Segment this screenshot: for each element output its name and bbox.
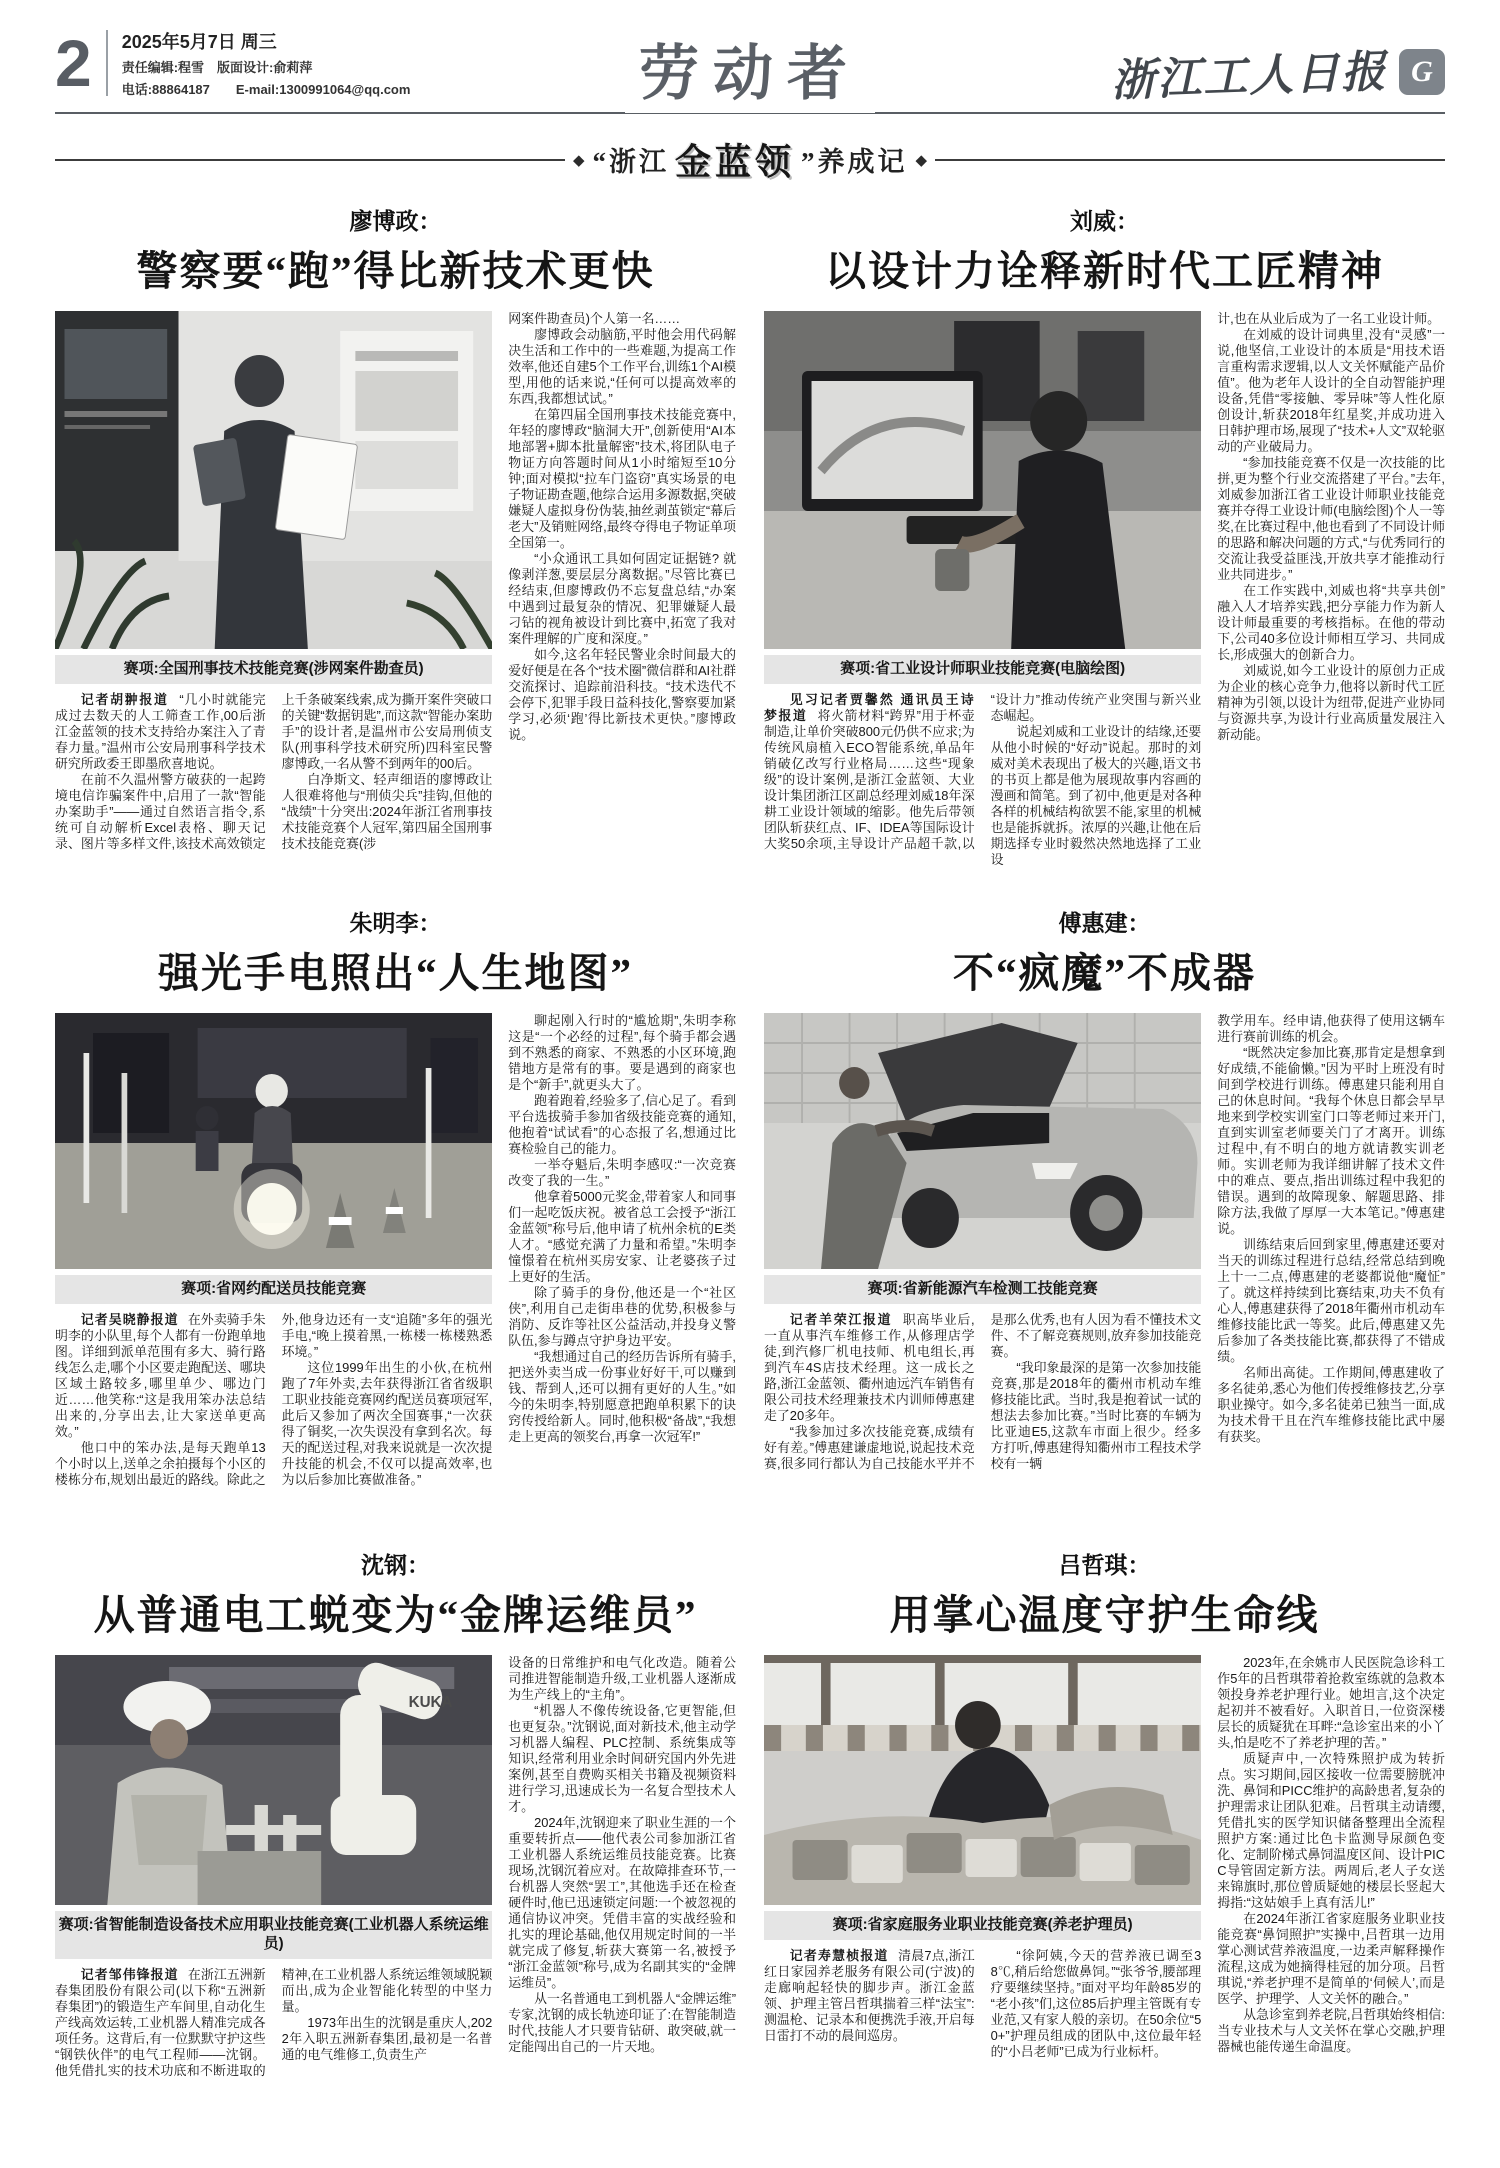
body-paragraph: “机器人不像传统设备,它更智能,但也更复杂。”沈钢说,面对新技术,他主动学习机器人编程、PLC控制、系统集成等知识,经常利用业余时间研究国内外先进案例,甚至自费购买相关书籍及视频资料进行学习,迅速成长为一名复合型技术人才。 xyxy=(508,1703,736,1814)
banner-highlight: 金蓝领 xyxy=(675,141,796,182)
photo-illustration xyxy=(764,311,1201,649)
body-paragraph: 网案件勘查员)个人第一名…… xyxy=(508,311,681,326)
body-paragraph: 白净斯文、轻声细语的廖博政让人很难将他与“刑侦尖兵”挂钩,但他的“战绩”十分突出:2024年浙江省刑事技术技能竞赛个人冠军,第四届全国刑事技术技能竞赛(涉 xyxy=(281,771,493,851)
header-edition-block xyxy=(55,28,410,98)
photo-caption: 赛项:省智能制造设备技术应用职业技能竞赛(工业机器人系统运维员) xyxy=(55,1911,492,1959)
series-banner xyxy=(55,134,1445,185)
body-paragraph: “徐阿姨,今天的营养液已调至38℃,稍后给您做鼻饲。”“张爷爷,腰部理疗要继续坚持。”面对平均年龄85岁的“老小孩”们,这位85后护理主管既有专业范,又有家人般的亲切。在50余位“50+”护理员组成的团队中,这位最年轻的“小吕老师”已成为行业标杆。 xyxy=(990,1947,1202,2059)
photo-illustration xyxy=(55,1655,492,1905)
svg-text:KUKA: KUKA xyxy=(408,1693,453,1712)
body-paragraph: 在刘威的设计词典里,没有“灵感”一说,他坚信,工业设计的本质是“用技术语言重构需求逻辑,以人文关怀赋能产品价值”。他为老年人设计的全自动智能护理设备,凭借“零接触、零异味”等人性化原创设计,斩获2018年红星奖,并成功进入日韩护理市场,展现了“技术+人文”双轮驱动的产业破局力。 xyxy=(1217,327,1445,454)
article-grid xyxy=(55,195,1445,2168)
article-side-column xyxy=(1217,311,1445,868)
body-paragraph: 在前不久温州警方破获的一起跨境电信诈骗案件中,启用了一款“智能办案助手”——通过自然语言指令,系统可自动解析Excel表格、聊天记录、图片等多样文件,该技术高效锁定上千条破案线索,成为撕开案件突破口的关键“数据钥匙”,而这款“智能办案助手”的设计者,是温州市公安局刑侦支队(刑事科学技术研究所)四科室民警廖博政,一名从警不到两年的00后。 xyxy=(55,691,493,851)
body-paragraph: 将火箭材料“跨界”用于杯壶制造,让单价突破800元仍供不应求;为传统风扇植入ECO智能系统,单品年销破亿改写行业格局……这些“现象级”的设计案例,是浙江金蓝领、大业设计集团浙江区副总经理刘威18年深耕工业设计领域的缩影。他先后带领团队斩获红点、IF、IDEA等国际设计大奖50余项,主导设计产品超千款,以“设计力”推动传统产业突围与新兴业态崛起。 xyxy=(764,691,1202,851)
body-paragraph: 训练结束后回到家里,傅惠建还要对当天的训练过程进行总结,经常总结到晚上十一二点,傅惠建的老婆都说他“魔怔”了。就这样持续到比赛结束,功夫不负有心人,傅惠建获得了2018年衢州市机动车维修技能比武一等奖。此后,傅惠建又先后参加了各类技能比赛,都获得了不错成绩。 xyxy=(1217,1237,1445,1364)
article-body-columns xyxy=(764,692,1201,868)
page-header xyxy=(55,20,1445,120)
banner-line-left xyxy=(55,159,565,161)
article-side-column xyxy=(508,1655,736,2079)
byline: 记者邹伟锋报道 xyxy=(80,1966,179,1982)
article-title: 不“疯魔”不成器 xyxy=(953,950,1256,996)
body-paragraph: 从急诊室到养老院,吕哲琪始终相信:当专业技术与人文关怀在掌心交融,护理器械也能传递生命温度。 xyxy=(1217,2007,1445,2054)
article-side-column xyxy=(508,311,736,852)
body-paragraph: 这位1999年出生的小伙,在杭州跑了7年外卖,去年获得浙江省省级职工职业技能竞赛网约配送员赛项冠军,此后又参加了两次全国赛事,“一次获得了铜奖,一次失误没有拿到名次。每天的配送过程,对我来说就是一次次提升技能的机会,不仅可以提高效率,也为以后参加比赛做准备。” xyxy=(281,1359,493,1487)
designer-workstation-photo xyxy=(764,311,1201,649)
robot-technician-photo xyxy=(55,1655,492,1905)
car-mechanic-photo xyxy=(764,1013,1201,1269)
byline: 记者吴晓静报道 xyxy=(80,1311,179,1327)
body-paragraph: “我印象最深的是第一次参加技能竞赛,那是2018年的衢州市机动车维修技能比武。当时,我是抱着试一试的想法去参加比赛。”当时比赛的车辆为比亚迪E5,这款车市面上很少。经多方打听,傅惠建得知衢州市工程技术学校有一辆 xyxy=(990,1359,1202,1471)
article-title: 用掌心温度守护生命线 xyxy=(889,1592,1320,1638)
body-paragraph: 如今,这名年轻民警业余时间最大的爱好便是在各个“技术圈”微信群和AI社群交流探讨、追踪前沿科技。“技术迭代不会停下,犯罪手段日益科技化,警察要加紧学习,必须‘跑’得比新技术更快。”廖博政说。 xyxy=(508,647,736,742)
article-kicker: 刘威： xyxy=(1070,208,1139,234)
photo-caption: 赛项:省家庭服务业职业技能竞赛(养老护理员) xyxy=(764,1911,1201,1940)
article-kicker: 沈钢： xyxy=(361,1552,430,1578)
masthead-name: 浙江工人日报 xyxy=(1110,47,1388,106)
body-paragraph: 在外卖骑手朱明李的小队里,每个人都有一份跑单地图。详细到派单范围有多大、骑行路线怎么走,哪个小区要走跑配送、哪块区域土路较多,哪里单少、哪边门近……他笑称:“这是我用笨办法总结出来的,分享出去,让大家送单更高效。” xyxy=(55,1311,266,1439)
body-paragraph: 2024年,沈钢迎来了职业生涯的一个重要转折点——他代表公司参加浙江省工业机器人系统运维员技能竞赛。比赛现场,沈钢沉着应对。在故障排查环节,一台机器人突然“罢工”,其他选手还在检查硬件时,他已迅速锁定问题:一个被忽视的通信协议冲突。凭借丰富的实战经验和扎实的理论基础,他仅用规定时间的一半就完成了修复,斩获大赛第一名,被授予“浙江金蓝领”称号,成为名副其实的“金牌运维员”。 xyxy=(508,1815,736,1990)
article-fuhuijian xyxy=(764,897,1445,1539)
body-paragraph: 他拿着5000元奖金,带着家人和同事们一起吃饭庆祝。被省总工会授予“浙江金蓝领”称号后,他申请了杭州余杭的E类人才。“感觉充满了力量和希望。”朱明李憧憬着在杭州买房安家、让老婆孩子过上更好的生活。 xyxy=(508,1189,736,1284)
diamond-icon: ◆ xyxy=(572,151,585,169)
body-paragraph: 从一名普通电工到机器人“金牌运维”专家,沈钢的成长轨迹印证了:在智能制造时代,技能人才只要肯钻研、敢突破,就一定能闯出自己的一片天地。 xyxy=(508,1991,736,2054)
body-paragraph: “我想通过自己的经历告诉所有骑手,把送外卖当成一份事业好好干,可以赚到钱、帮到人,还可以拥有更好的人生。”如今的朱明李,特别愿意把跑单积累下的诀窍传授给新人。同时,他积极“备战”,“我想走上更高的领奖台,再拿一次冠军!” xyxy=(508,1349,736,1444)
article-body-columns xyxy=(55,1312,492,1488)
photo-caption: 赛项:省网约配送员技能竞赛 xyxy=(55,1275,492,1304)
photo-caption: 赛项:省新能源汽车检测工技能竞赛 xyxy=(764,1275,1201,1304)
article-liaobozheng xyxy=(55,195,736,897)
article-shengang xyxy=(55,1539,736,2168)
article-side-column xyxy=(508,1013,736,1488)
article-title: 警察要“跑”得比新技术更快 xyxy=(136,248,655,294)
body-paragraph: 清晨7点,浙江红日家园养老服务有限公司(宁波)的走廊响起轻快的脚步声。浙江金蓝领、护理主管吕哲琪揣着三样“法宝”:测温枪、记录本和便携洗手液,开启每日雷打不动的晨间巡房。 xyxy=(764,1947,975,2043)
banner-line-right xyxy=(935,159,1445,161)
body-paragraph: 教学用车。经申请,他获得了使用这辆车进行赛前训练的机会。 xyxy=(1217,1013,1445,1044)
photo-caption: 赛项:省工业设计师职业技能竞赛(电脑绘图) xyxy=(764,655,1201,684)
byline: 记者寿慧桢报道 xyxy=(789,1947,889,1963)
banner-text-pre: “浙江 xyxy=(592,147,669,177)
body-paragraph: “小众通讯工具如何固定证据链? 就像剥洋葱,要层层分离数据。”尽管比赛已经结束,但廖博政仍不忘复盘总结,“办案中遇到过最复杂的情况、犯罪嫌疑人最刁钻的视角被设计到比赛中,拓宽了我对案件理解的广度和深度。” xyxy=(508,551,736,646)
body-paragraph: 设备的日常维护和电气化改造。随着公司推进智能制造升级,工业机器人逐渐成为生产线上的“主角”。 xyxy=(508,1655,736,1702)
masthead-logo-icon: G xyxy=(1399,49,1445,95)
edition-info xyxy=(122,28,411,98)
article-kicker: 廖博政： xyxy=(349,208,442,234)
edition-contact: 电话:88864187 E-mail:1300991064@qq.com xyxy=(121,82,411,97)
edition-date: 2025年5月7日 周三 xyxy=(121,32,277,52)
body-paragraph: 他口中的笨办法,是每天跑单13个小时以上,送单之余拍摄每个小区的楼栋分布,规划出最近的路线。除此之外,他身边还有一支“追随”多年的强光手电,“晚上摸着黑,一栋楼一栋楼熟悉环境。” xyxy=(55,1311,493,1487)
body-paragraph: “我参加过多次技能竞赛,成绩有好有差。”傅惠建谦虚地说,说起技术竞赛,很多同行都认为自己技能水平并不是那么优秀,也有人因为看不懂技术文件、不了解竞赛规则,放弃参加技能竞赛。 xyxy=(764,1311,1202,1471)
body-paragraph: 在2024年浙江省家庭服务业职业技能竞赛“鼻饲照护”实操中,吕哲琪一边用掌心测试营养液温度,一边柔声解释操作流程,这成为她摘得桂冠的加分项。吕哲琪说,“养老护理不是简单的‘伺候人’,而是医学、护理学、人文关怀的融合。” xyxy=(1217,1911,1445,2006)
body-paragraph: “既然决定参加比赛,那肯定是想拿到好成绩,不能偷懒。”因为平时上班没有时间到学校进行训练。傅惠建只能利用自己的休息时间。“我每个休息日都会早早地来到学校实训室门口等老师过来开门,直到实训室老师要关门了才离开。训练过程中,有不明白的地方就请教实训老师。实训老师为我详细讲解了技术文件中的难点、要点,指出训练过程中我犯的错误。遇到的故障现象、解题思路、排除方法,我做了厚厚一大本笔记。”傅惠建说。 xyxy=(1217,1045,1445,1236)
delivery-rider-photo xyxy=(55,1013,492,1269)
byline: 见习记者贾馨然 通讯员王诗梦报道 xyxy=(764,691,975,723)
photo-illustration xyxy=(55,311,492,649)
body-paragraph: 除了骑手的身份,他还是一个“社区侠”,利用自己走街串巷的优势,积极参与消防、反诈等社区公益活动,并投身义警队伍,参与蹲点守护身边平安。 xyxy=(508,1285,736,1348)
article-title: 以设计力诠释新时代工匠精神 xyxy=(825,248,1384,294)
body-paragraph: 1973年出生的沈钢是重庆人,2022年入职五洲新春集团,最初是一名普通的电气维修工,负责生产 xyxy=(281,2014,493,2062)
police-exhibit-photo xyxy=(55,311,492,649)
photo-illustration xyxy=(55,1013,492,1269)
photo-illustration xyxy=(764,1655,1201,1905)
page-number: 2 xyxy=(55,26,92,100)
masthead xyxy=(1111,40,1445,104)
section-title: 劳动者 xyxy=(625,34,875,113)
body-paragraph: 一举夺魁后,朱明李感叹:“一次竞赛改变了我的一生。” xyxy=(508,1157,736,1188)
photo-illustration xyxy=(764,1013,1201,1269)
body-paragraph: 在工作实践中,刘威也将“共享共创”融入人才培养实践,把分享能力作为新人设计师最重要的考核指标。在他的带动下,公司40多位设计师相互学习、共同成长,形成强大的创新合力。 xyxy=(1217,583,1445,662)
photo-caption: 赛项:全国刑事技术技能竞赛(涉网案件勘查员) xyxy=(55,655,492,684)
article-body-columns xyxy=(55,692,492,852)
byline: 记者羊荣江报道 xyxy=(789,1311,893,1327)
article-liuwei xyxy=(764,195,1445,897)
article-body-columns xyxy=(55,1967,492,2079)
edition-editors: 责任编辑:程雪 版面设计:俞莉萍 xyxy=(121,60,313,75)
body-paragraph: 名师出高徒。工作期间,傅惠建收了多名徒弟,悉心为他们传授维修技艺,分享职业操守。如今,多名徒弟已独当一面,成为技术骨干且在汽车维修技能比武中屡有获奖。 xyxy=(1217,1365,1445,1444)
header-divider xyxy=(106,30,108,96)
article-side-column xyxy=(1217,1655,1445,2060)
body-paragraph: 聊起刚入行时的“尴尬期”,朱明李称这是“一个必经的过程”,每个骑手都会遇到不熟悉的商家、不熟悉的小区环境,跑错地方是常有的事。要是遇到的商家也是个“新手”,就更头大了。 xyxy=(508,1013,736,1092)
body-paragraph: “几小时就能完成过去数天的人工筛查工作,00后浙江金蓝领的技术支持给办案注入了青春力量。”温州市公安局刑事科学技术研究所政委王即墨欣喜地说。 xyxy=(55,691,266,771)
byline: 记者胡翀报道 xyxy=(80,691,169,707)
article-body-columns xyxy=(764,1948,1201,2060)
body-paragraph: “参加技能竞赛不仅是一次技能的比拼,更为整个行业交流搭建了平台。”去年,刘威参加浙江省工业设计师职业技能竞赛并夺得工业设计师(电脑绘图)个人一等奖,在比赛过程中,他也看到了不同设计师的思路和解决问题的方式,“与优秀同行的交流让我受益匪浅,开放共享才能推动行业共同进步。” xyxy=(1217,455,1445,582)
caregiver-bed-photo xyxy=(764,1655,1201,1905)
body-paragraph: 廖博政会动脑筋,平时他会用代码解决生活和工作中的一些难题,为提高工作效率,他还自建5个工作平台,训练1个AI模型,用他的话来说,“任何可以提高效率的东西,我都想试试。” xyxy=(508,327,736,406)
body-paragraph: 质疑声中,一次特殊照护成为转折点。实习期间,园区接收一位需要膀胱冲洗、鼻饲和PICC维护的高龄患者,复杂的护理需求让团队犯难。吕哲琪主动请缨,凭借扎实的医学知识储备整理出全流程照护方案:通过比色卡监测导尿颜色变化、定制阶梯式鼻饲温度区间、设计PICC导管固定新方法。两周后,老人子女送来锦旗时,那位曾质疑她的楼层长竖起大拇指:“这姑娘手上真有活儿!” xyxy=(1217,1751,1445,1910)
body-paragraph: 职高毕业后,一直从事汽车维修工作,从修理店学徒,到汽修厂机电技师、机电组长,再到汽车4S店技术经理。这一成长之路,浙江金蓝领、衢州迪远汽车销售有限公司技术经理兼技术内训师傅惠建走了20多年。 xyxy=(764,1311,975,1423)
article-lvzheqi xyxy=(764,1539,1445,2168)
article-title: 从普通电工蜕变为“金牌运维员” xyxy=(93,1592,698,1638)
body-paragraph: 在浙江五洲新春集团股份有限公司(以下称“五洲新春集团”)的锻造生产车间里,自动化生产线高效运转,工业机器人精准完成各项任务。这背后,有一位默默守护这些“钢铁伙伴”的电气工程师——沈钢。他凭借扎实的技术功底和不断进取的精神,在工业机器人系统运维领域脱颖而出,成为企业智能化转型的中坚力量。 xyxy=(55,1966,493,2078)
body-paragraph: 说起刘威和工业设计的结缘,还要从他小时候的“好动”说起。那时的刘威对美术表现出了极大的兴趣,语文书的书页上都是他为展现故事内容画的漫画和简笔。到了初中,他更是对各种各样的机械结构欲罢不能,家里的机械也是能拆就拆。浓厚的兴趣,让他在后期选择专业时毅然决然地选择了工业设 xyxy=(990,723,1202,867)
article-kicker: 吕哲琪： xyxy=(1058,1552,1151,1578)
body-paragraph: 刘威说,如今工业设计的原创力正成为企业的核心竞争力,他将以新时代工匠精神为引领,以设计为纽带,促进产业协同与资源共享,为设计行业高质量发展注入新动能。 xyxy=(1217,663,1445,742)
article-zhumingli xyxy=(55,897,736,1539)
article-kicker: 傅惠建： xyxy=(1058,910,1151,936)
body-paragraph: 计,也在从业后成为了一名工业设计师。 xyxy=(1217,311,1440,326)
body-paragraph: 在第四届全国刑事技术技能竞赛中,年轻的廖博政“脑洞大开”,创新使用“AI本地部署+脚本批量解密”技术,将团队电子物证方向答题时间从1小时缩短至10分钟;面对模拟“拉车门盗窃”真实场景的电子物证勘查题,他综合运用多源数据,突破嫌疑人虚拟身份伪装,抽丝剥茧锁定“幕后老大”及销赃网络,最终夺得电子物证单项全国第一。 xyxy=(508,407,736,550)
diamond-icon: ◆ xyxy=(915,151,928,169)
banner-text-post: ”养成记 xyxy=(801,147,908,177)
article-body-columns xyxy=(764,1312,1201,1472)
body-paragraph: 跑着跑着,经验多了,信心足了。看到平台选拔骑手参加省级技能竞赛的通知,他抱着“试试看”的心态报了名,想通过比赛检验自己的能力。 xyxy=(508,1093,736,1156)
article-kicker: 朱明李： xyxy=(349,910,442,936)
article-side-column xyxy=(1217,1013,1445,1472)
body-paragraph: 2023年,在余姚市人民医院急诊科工作5年的吕哲琪带着抢救室练就的急救本领投身养老护理行业。她坦言,这个决定起初并不被看好。入职首日,一位资深楼层长的质疑犹在耳畔:“急诊室出来的小丫头,怕是吃不了养老护理的苦。” xyxy=(1217,1655,1445,1750)
article-title: 强光手电照出“人生地图” xyxy=(158,950,633,996)
